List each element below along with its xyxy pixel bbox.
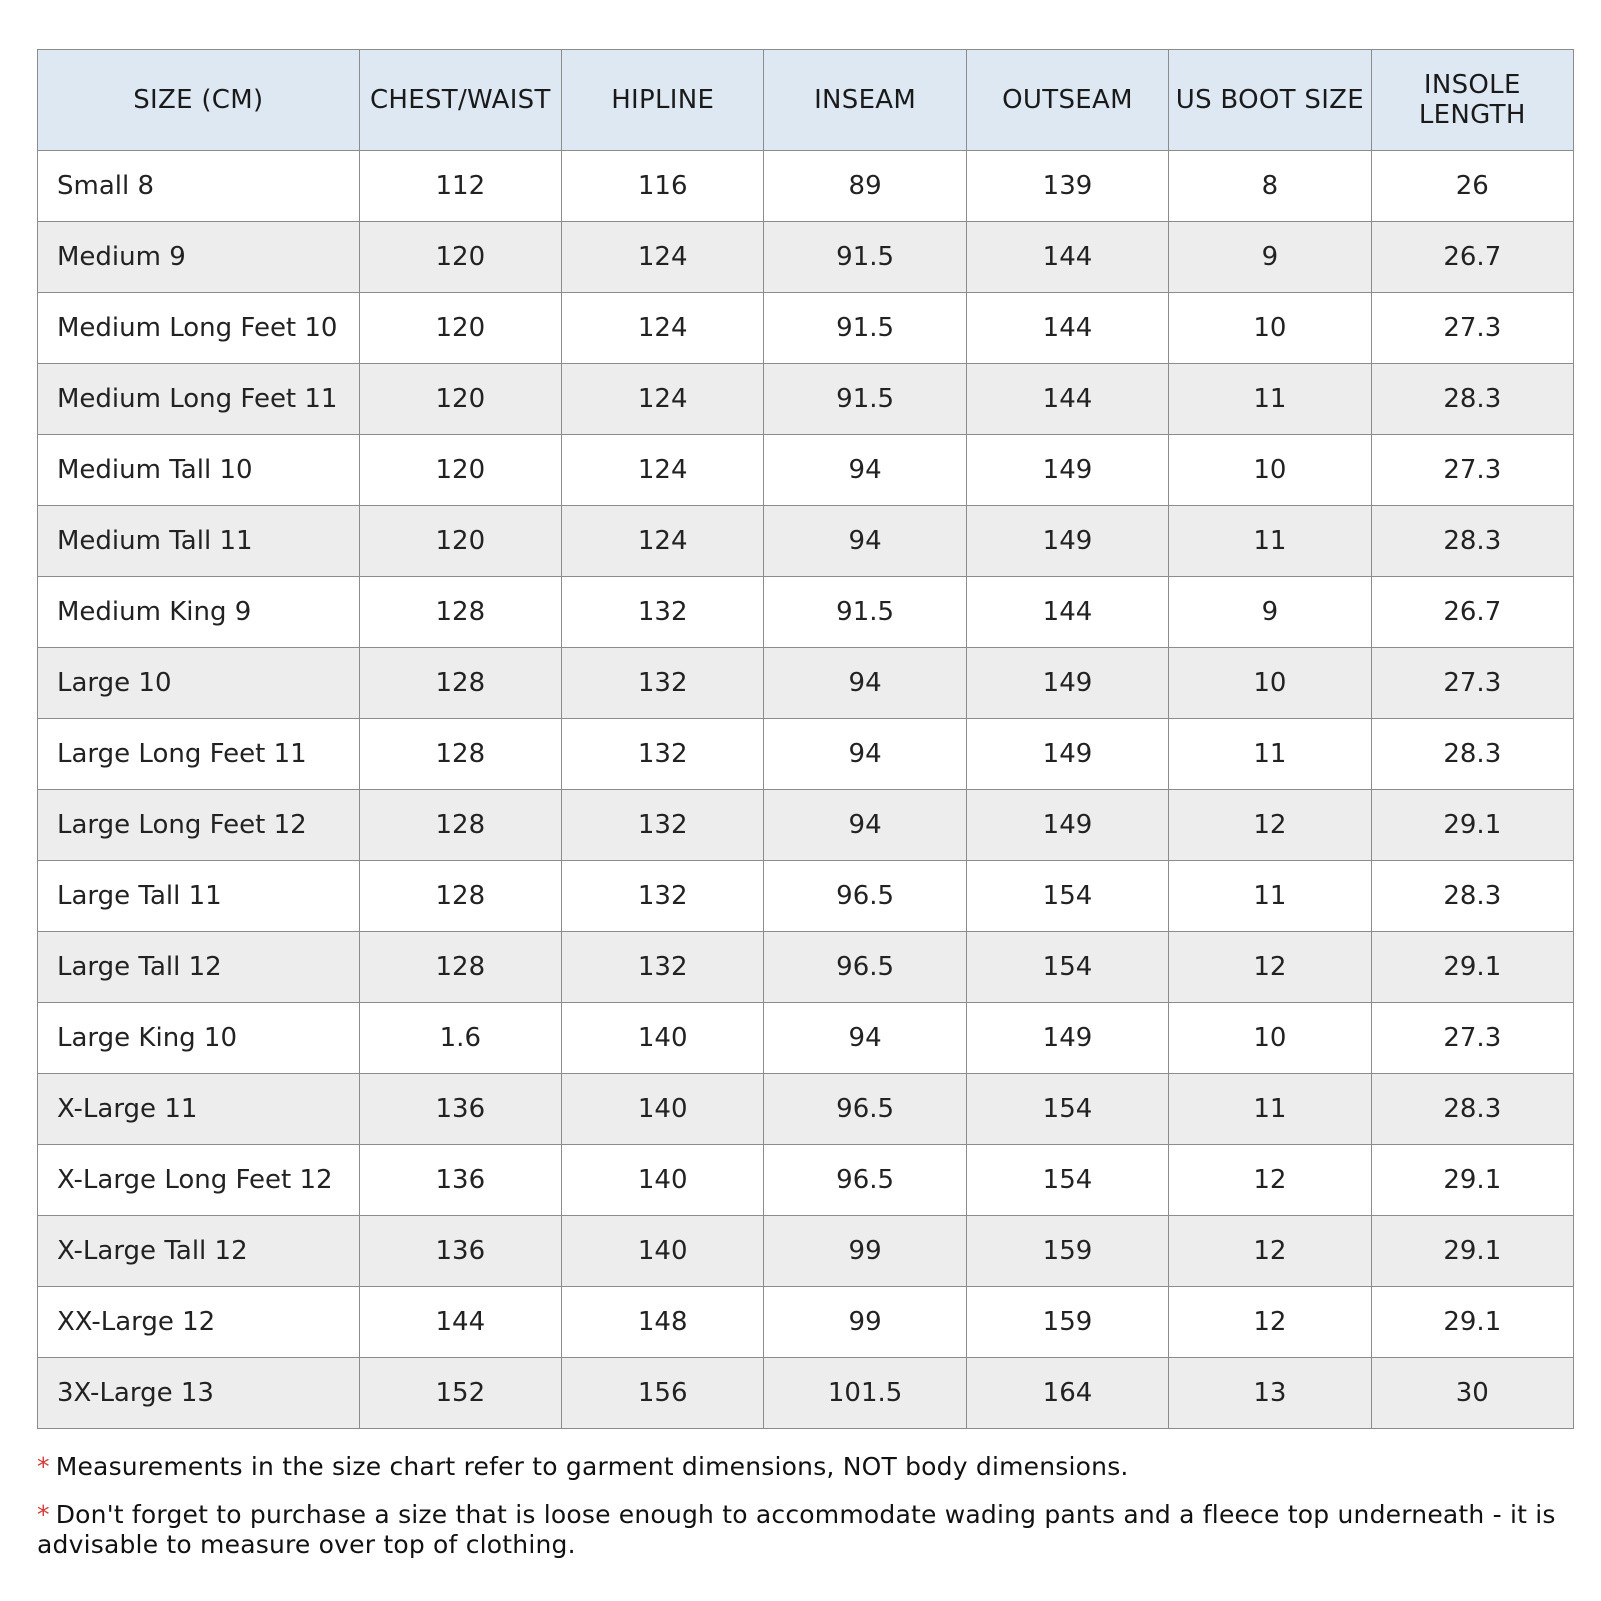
cell-us-boot-size: 8 [1169,151,1371,222]
cell-chest-waist: 1.6 [359,1003,561,1074]
cell-chest-waist: 128 [359,932,561,1003]
table-row [38,364,1574,435]
cell-outseam: 149 [966,435,1168,506]
cell-insole-length: 26 [1371,151,1573,222]
table-row [38,577,1574,648]
table-row [38,1145,1574,1216]
cell-chest-waist: 120 [359,293,561,364]
cell-inseam: 94 [764,790,966,861]
cell-size: Large Long Feet 12 [38,790,360,861]
cell-chest-waist: 120 [359,435,561,506]
cell-us-boot-size: 11 [1169,861,1371,932]
cell-size: Large 10 [38,648,360,719]
table-row [38,1074,1574,1145]
cell-outseam: 144 [966,222,1168,293]
cell-chest-waist: 120 [359,506,561,577]
cell-inseam: 96.5 [764,932,966,1003]
cell-chest-waist: 144 [359,1287,561,1358]
cell-inseam: 91.5 [764,364,966,435]
cell-inseam: 91.5 [764,577,966,648]
cell-hipline: 132 [562,790,764,861]
header-size: SIZE (CM) [38,50,360,151]
cell-us-boot-size: 11 [1169,719,1371,790]
cell-inseam: 89 [764,151,966,222]
table-row [38,1358,1574,1429]
cell-insole-length: 28.3 [1371,719,1573,790]
cell-size: Medium Long Feet 10 [38,293,360,364]
table-row [38,1287,1574,1358]
table-row [38,293,1574,364]
header-chest-waist: CHEST/WAIST [359,50,561,151]
cell-outseam: 159 [966,1216,1168,1287]
header-outseam: OUTSEAM [966,50,1168,151]
table-row [38,435,1574,506]
cell-us-boot-size: 10 [1169,293,1371,364]
table-row [38,1003,1574,1074]
cell-us-boot-size: 10 [1169,1003,1371,1074]
cell-hipline: 140 [562,1216,764,1287]
cell-inseam: 101.5 [764,1358,966,1429]
cell-insole-length: 28.3 [1371,506,1573,577]
cell-us-boot-size: 12 [1169,790,1371,861]
cell-size: Medium Tall 10 [38,435,360,506]
cell-hipline: 132 [562,577,764,648]
cell-chest-waist: 128 [359,861,561,932]
cell-hipline: 140 [562,1074,764,1145]
cell-inseam: 94 [764,1003,966,1074]
cell-insole-length: 29.1 [1371,1216,1573,1287]
cell-us-boot-size: 12 [1169,932,1371,1003]
cell-outseam: 154 [966,861,1168,932]
cell-insole-length: 30 [1371,1358,1573,1429]
cell-hipline: 132 [562,861,764,932]
cell-outseam: 149 [966,648,1168,719]
cell-outseam: 149 [966,506,1168,577]
cell-chest-waist: 112 [359,151,561,222]
cell-us-boot-size: 10 [1169,648,1371,719]
cell-outseam: 149 [966,790,1168,861]
cell-size: Small 8 [38,151,360,222]
cell-insole-length: 27.3 [1371,293,1573,364]
header-inseam: INSEAM [764,50,966,151]
cell-us-boot-size: 9 [1169,577,1371,648]
table-row [38,1216,1574,1287]
cell-us-boot-size: 12 [1169,1216,1371,1287]
size-chart-table [37,49,1574,1429]
cell-chest-waist: 128 [359,577,561,648]
cell-chest-waist: 128 [359,719,561,790]
cell-inseam: 99 [764,1287,966,1358]
cell-hipline: 116 [562,151,764,222]
cell-size: X-Large Long Feet 12 [38,1145,360,1216]
cell-us-boot-size: 13 [1169,1358,1371,1429]
cell-size: Medium Long Feet 11 [38,364,360,435]
cell-outseam: 164 [966,1358,1168,1429]
cell-inseam: 94 [764,719,966,790]
cell-hipline: 124 [562,222,764,293]
table-row [38,222,1574,293]
cell-insole-length: 29.1 [1371,1287,1573,1358]
note-asterisk: * [37,1500,50,1529]
cell-inseam: 94 [764,648,966,719]
cell-size: XX-Large 12 [38,1287,360,1358]
cell-us-boot-size: 9 [1169,222,1371,293]
cell-insole-length: 27.3 [1371,648,1573,719]
table-body [38,151,1574,1429]
cell-size: 3X-Large 13 [38,1358,360,1429]
table-row [38,151,1574,222]
cell-outseam: 154 [966,932,1168,1003]
cell-size: Medium Tall 11 [38,506,360,577]
cell-hipline: 124 [562,293,764,364]
cell-inseam: 94 [764,435,966,506]
cell-insole-length: 29.1 [1371,1145,1573,1216]
cell-hipline: 124 [562,364,764,435]
cell-size: X-Large 11 [38,1074,360,1145]
note-garment-dimensions [37,1452,1574,1482]
cell-size: Medium King 9 [38,577,360,648]
cell-inseam: 96.5 [764,1074,966,1145]
cell-insole-length: 29.1 [1371,790,1573,861]
cell-size: Medium 9 [38,222,360,293]
table-row [38,932,1574,1003]
note-asterisk: * [37,1452,50,1481]
cell-hipline: 124 [562,435,764,506]
cell-outseam: 144 [966,577,1168,648]
cell-us-boot-size: 11 [1169,506,1371,577]
cell-hipline: 140 [562,1145,764,1216]
table-row [38,719,1574,790]
cell-us-boot-size: 11 [1169,364,1371,435]
table-row [38,648,1574,719]
cell-hipline: 132 [562,648,764,719]
table-header-row [38,50,1574,151]
cell-outseam: 144 [966,293,1168,364]
cell-size: Large Long Feet 11 [38,719,360,790]
table-row [38,861,1574,932]
cell-size: Large King 10 [38,1003,360,1074]
cell-outseam: 149 [966,719,1168,790]
cell-chest-waist: 136 [359,1145,561,1216]
header-us-boot-size: US BOOT SIZE [1169,50,1371,151]
cell-insole-length: 27.3 [1371,1003,1573,1074]
cell-outseam: 139 [966,151,1168,222]
cell-chest-waist: 128 [359,790,561,861]
cell-outseam: 159 [966,1287,1168,1358]
cell-inseam: 96.5 [764,861,966,932]
cell-insole-length: 26.7 [1371,222,1573,293]
cell-chest-waist: 120 [359,364,561,435]
cell-size: Large Tall 11 [38,861,360,932]
note-loose-fit [37,1500,1574,1560]
cell-chest-waist: 136 [359,1216,561,1287]
cell-us-boot-size: 12 [1169,1287,1371,1358]
cell-us-boot-size: 10 [1169,435,1371,506]
cell-size: X-Large Tall 12 [38,1216,360,1287]
cell-insole-length: 28.3 [1371,364,1573,435]
note-text: Measurements in the size chart refer to garment dimensions, NOT body dimensions. [55,1452,1129,1481]
table-row [38,790,1574,861]
note-text: Don't forget to purchase a size that is loose enough to accommodate wading pants and a fleece top underneath - it is advisable to measure over top of clothing. [37,1500,1556,1559]
cell-insole-length: 28.3 [1371,861,1573,932]
cell-inseam: 91.5 [764,293,966,364]
cell-chest-waist: 128 [359,648,561,719]
cell-outseam: 144 [966,364,1168,435]
cell-outseam: 149 [966,1003,1168,1074]
cell-inseam: 99 [764,1216,966,1287]
cell-outseam: 154 [966,1145,1168,1216]
cell-chest-waist: 152 [359,1358,561,1429]
cell-insole-length: 29.1 [1371,932,1573,1003]
cell-outseam: 154 [966,1074,1168,1145]
cell-insole-length: 28.3 [1371,1074,1573,1145]
cell-insole-length: 27.3 [1371,435,1573,506]
header-insole-length: INSOLE LENGTH [1371,50,1573,151]
table-row [38,506,1574,577]
cell-insole-length: 26.7 [1371,577,1573,648]
cell-hipline: 124 [562,506,764,577]
cell-inseam: 91.5 [764,222,966,293]
cell-size: Large Tall 12 [38,932,360,1003]
cell-chest-waist: 120 [359,222,561,293]
cell-us-boot-size: 11 [1169,1074,1371,1145]
cell-inseam: 94 [764,506,966,577]
cell-inseam: 96.5 [764,1145,966,1216]
cell-hipline: 132 [562,719,764,790]
cell-hipline: 132 [562,932,764,1003]
cell-hipline: 148 [562,1287,764,1358]
cell-us-boot-size: 12 [1169,1145,1371,1216]
cell-chest-waist: 136 [359,1074,561,1145]
cell-hipline: 156 [562,1358,764,1429]
header-hipline: HIPLINE [562,50,764,151]
cell-hipline: 140 [562,1003,764,1074]
